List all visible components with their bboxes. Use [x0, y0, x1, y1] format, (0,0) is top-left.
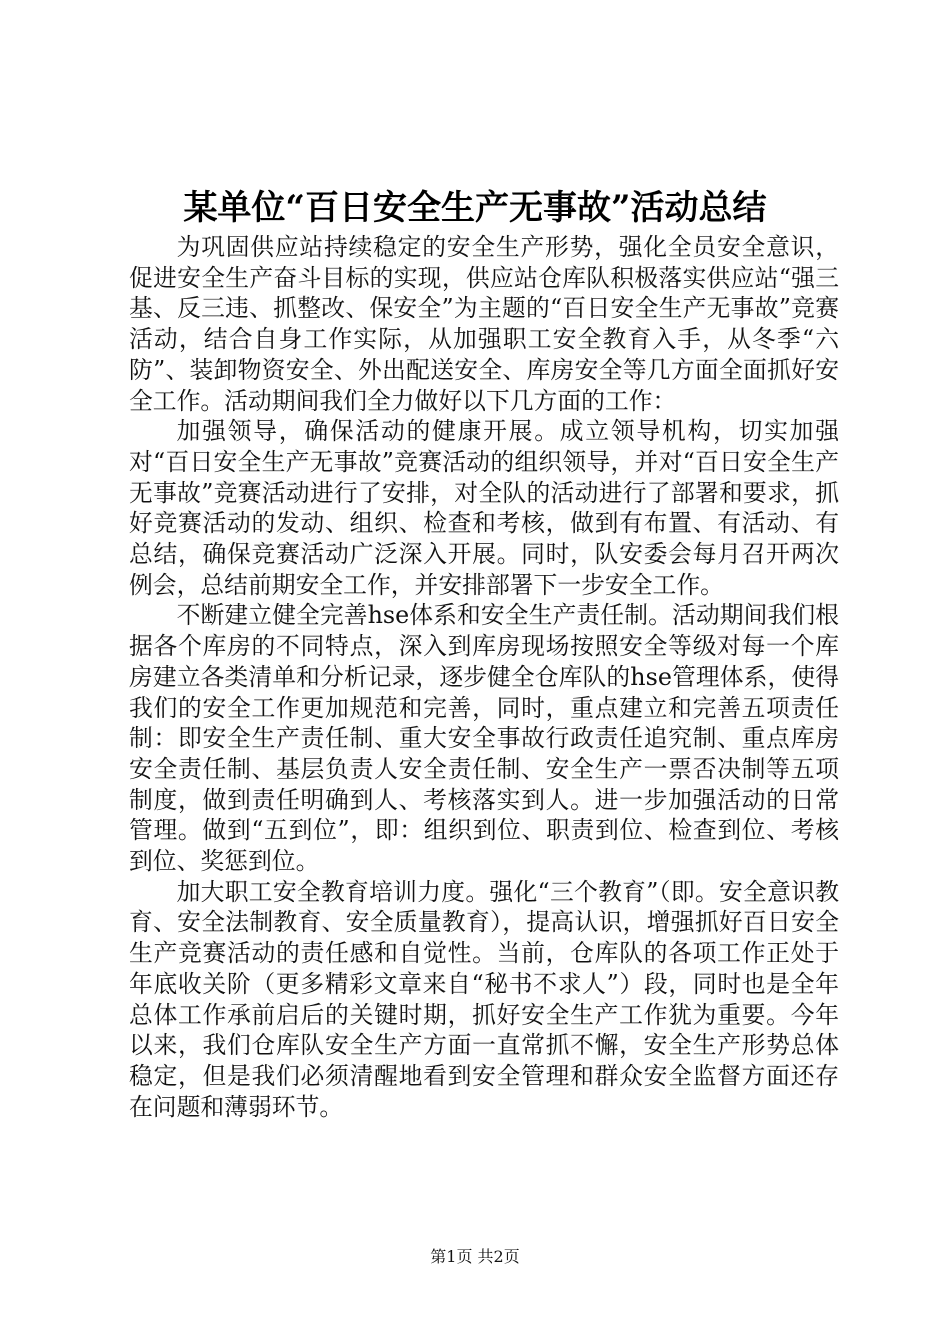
document-title: 某单位“百日安全生产无事故”活动总结 [183, 188, 767, 228]
paragraph-intro: 为巩固供应站持续稳定的安全生产形势，强化全员安全意识，促进安全生产奋斗目标的实现，供应站仓库队积极落实供应站“强三基、反三违、抓整改、保安全”为主题的“百日安全生产无事故”竞赛活动，结合自身工作实际，从加强职工安全教育入手，从冬季“六防”、装卸物资安全、外出配送安全、库房安全等几方面全面抓好安全工作。活动期间我们全力做好以下几方面的工作： [129, 233, 839, 415]
paragraph-training: 加大职工安全教育培训力度。强化“三个教育”（即。安全意识教育、安全法制教育、安全质量教育），提高认识，增强抓好百日安全生产竞赛活动的责任感和自觉性。当前，仓库队的各项工作正处于年底收关阶（更多精彩文章来自“秘书不求人”）段，同时也是全年总体工作承前启后的关键时期，抓好安全生产工作犹为重要。今年以来，我们仓库队安全生产方面一直常抓不懈，安全生产形势总体稳定，但是我们必须清醒地看到安全管理和群众安全监督方面还存在问题和薄弱环节。 [129, 877, 839, 1121]
document-body [129, 232, 839, 1122]
paragraph-leadership: 加强领导，确保活动的健康开展。成立领导机构，切实加强对“百日安全生产无事故”竞赛活动的组织领导，并对“百日安全生产无事故”竞赛活动进行了安排，对全队的活动进行了部署和要求，抓好竞赛活动的发动、组织、检查和考核，做到有布置、有活动、有总结，确保竞赛活动广泛深入开展。同时，队安委会每月召开两次例会，总结前期安全工作，并安排部署下一步安全工作。 [129, 417, 839, 599]
page-footer: 第1页 共2页 [430, 1247, 520, 1266]
paragraph-hse-system: 不断建立健全完善hse体系和安全生产责任制。活动期间我们根据各个库房的不同特点，深入到库房现场按照安全等级对每一个库房建立各类清单和分析记录，逐步健全仓库队的hse管理体系，使得我们的安全工作更加规范和完善，同时，重点建立和完善五项责任制：即安全生产责任制、重大安全事故行政责任追究制、重点库房安全责任制、基层负责人安全责任制、安全生产一票否决制等五项制度，做到责任明确到人、考核落实到人。进一步加强活动的日常管理。做到“五到位”，即：组织到位、职责到位、检查到位、考核到位、奖惩到位。 [129, 601, 839, 876]
